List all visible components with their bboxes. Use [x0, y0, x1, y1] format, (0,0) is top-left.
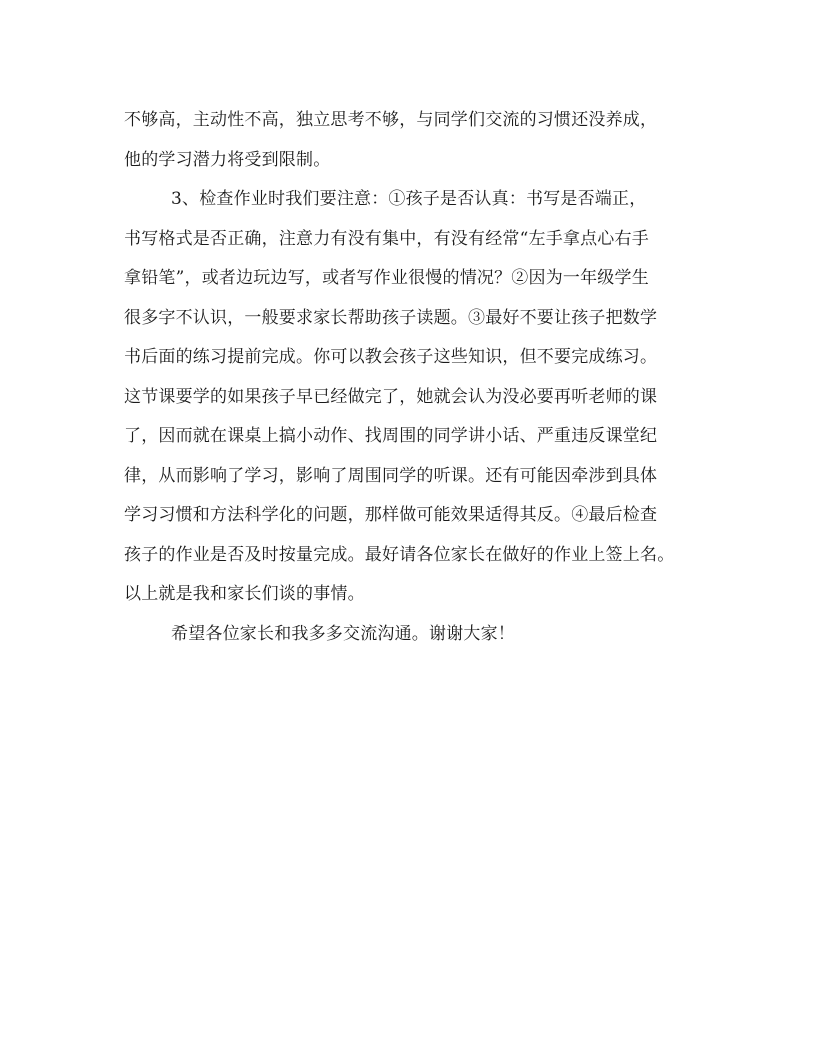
paragraph-1 [124, 101, 704, 180]
paragraph-2-line-11: 以上就是我和家长们谈的事情。 [124, 584, 365, 604]
paragraph-2-line-7: 了，因而就在课桌上搞小动作、找周围的同学讲小话、严重违反课堂纪 [124, 426, 658, 446]
paragraph-2-line-2: 书写格式是否正确，注意力有没有集中，有没有经常“左手拿点心右手 [124, 228, 649, 249]
paragraph-2 [124, 180, 704, 615]
paragraph-2-line-8: 律，从而影响了学习，影响了周围同学的听课。还有可能因牵涉到具体 [124, 465, 658, 486]
paragraph-3-line-1: 希望各位家长和我多多交流沟通。谢谢大家！ [171, 623, 515, 644]
paragraph-1-line-2: 他的学习潜力将受到限制。 [124, 149, 331, 170]
paragraph-2-line-4: 很多字不认识，一般要求家长帮助孩子读题。③最好不要让孩子把数学 [124, 307, 658, 328]
paragraph-3 [124, 615, 704, 655]
paragraph-2-line-6: 这节课要学的如果孩子早已经做完了，她就会认为没必要再听老师的课 [124, 386, 658, 407]
paragraph-2-line-10: 孩子的作业是否及时按量完成。最好请各位家长在做好的作业上签上名。 [124, 544, 675, 565]
paragraph-2-line-1: 3、检查作业时我们要注意：①孩子是否认真：书写是否端正， [171, 189, 647, 209]
paragraph-2-line-3: 拿铅笔”，或者边玩边写，或者写作业很慢的情况？②因为一年级学生 [124, 268, 649, 288]
paragraph-2-line-9: 学习习惯和方法科学化的问题，那样做可能效果适得其反。④最后检查 [124, 505, 658, 525]
paragraph-1-line-1: 不够高，主动性不高，独立思考不够，与同学们交流的习惯还没养成， [124, 110, 658, 130]
paragraph-2-line-5: 书后面的练习提前完成。你可以教会孩子这些知识，但不要完成练习。 [124, 347, 658, 367]
document-body [124, 101, 704, 654]
